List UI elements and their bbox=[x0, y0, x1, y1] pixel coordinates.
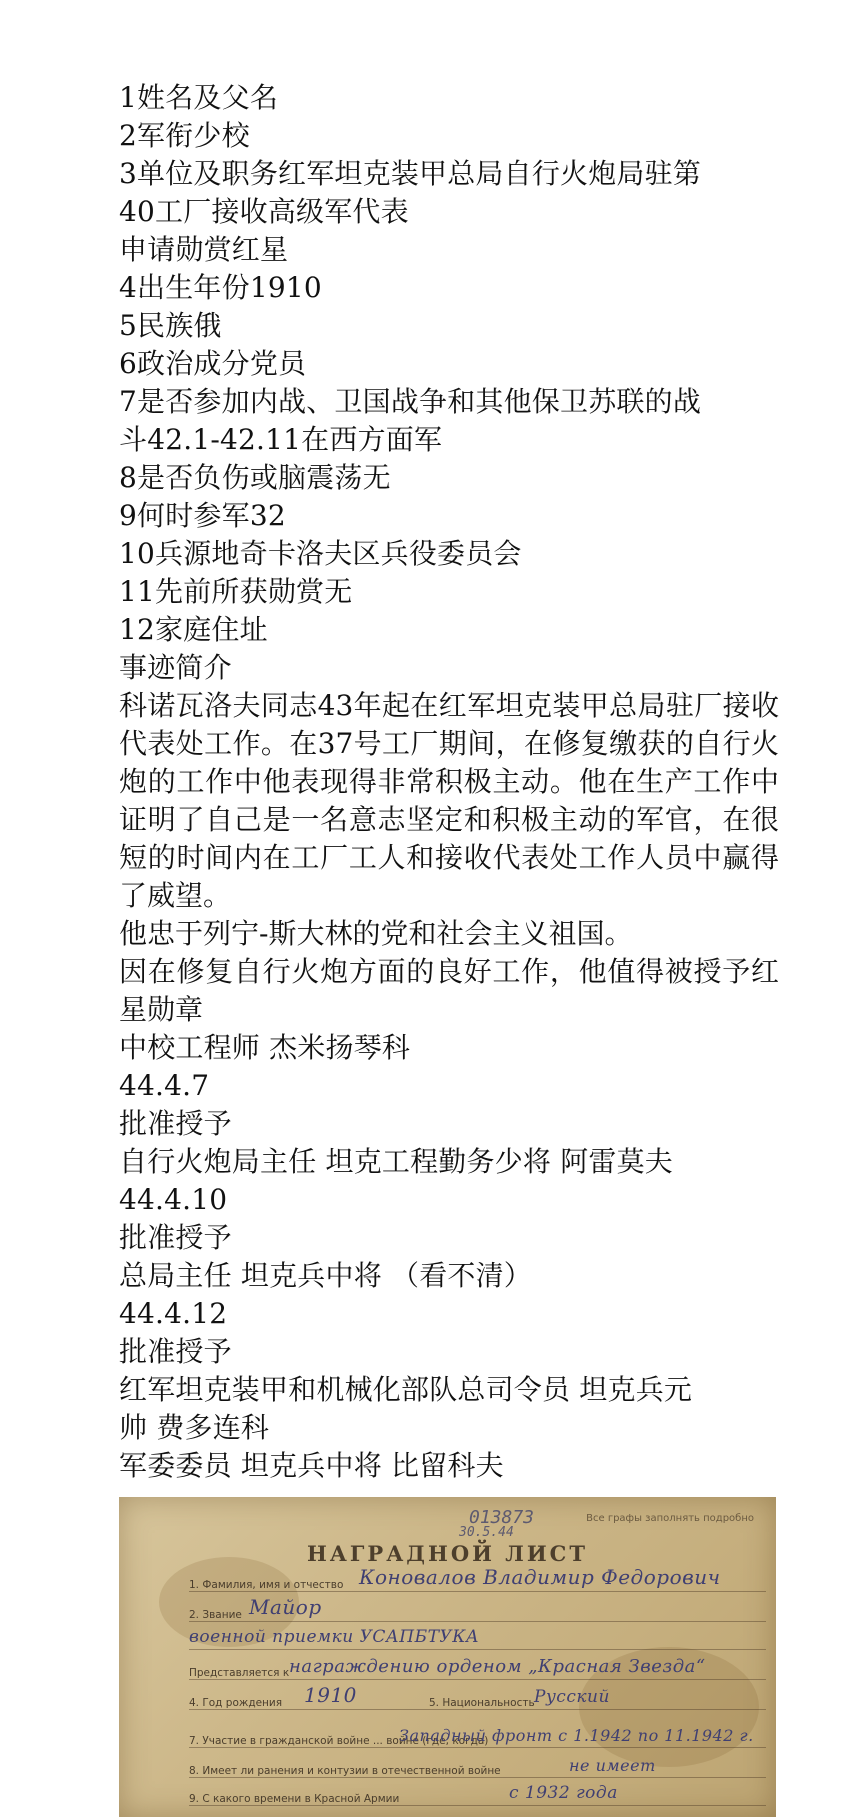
field-line: 9何时参军32 bbox=[119, 499, 286, 532]
form-row bbox=[189, 1683, 766, 1713]
narrative-paragraph: 他忠于列宁-斯大林的党和社会主义祖国。 bbox=[119, 917, 633, 950]
handwritten-value: 1910 bbox=[304, 1683, 357, 1707]
stamp-number: 013873 bbox=[469, 1507, 535, 1528]
field-line: 申请勋赏红星 bbox=[119, 233, 289, 266]
field-line: 40工厂接收高级军代表 bbox=[119, 195, 409, 228]
section-heading: 事迹简介 bbox=[119, 651, 232, 684]
form-rule bbox=[189, 1747, 766, 1748]
approval-line: 批准授予 bbox=[119, 1221, 232, 1254]
form-row bbox=[189, 1565, 766, 1595]
form-rule bbox=[189, 1679, 766, 1680]
form-row bbox=[189, 1623, 766, 1653]
form-rule bbox=[189, 1777, 766, 1778]
field-line: 12家庭住址 bbox=[119, 613, 268, 646]
handwritten-value: Коновалов Владимир Федорович bbox=[359, 1565, 721, 1589]
form-rule bbox=[189, 1805, 766, 1806]
form-row bbox=[189, 1721, 766, 1751]
field-line: 3单位及职务红军坦克装甲总局自行火炮局驻第 bbox=[119, 157, 702, 190]
narrative bbox=[119, 687, 779, 1029]
handwritten-value: Западный фронт с 1.1942 по 11.1942 г. bbox=[399, 1726, 754, 1745]
handwritten-value: Майор bbox=[249, 1595, 322, 1619]
field-line: 5民族俄 bbox=[119, 309, 222, 342]
field-label: 8. Имеет ли ранения и контузии в отечественной войне bbox=[189, 1765, 501, 1777]
field-label: Представляется к bbox=[189, 1667, 290, 1679]
field-label: 4. Год рождения bbox=[189, 1697, 283, 1709]
handwritten-value: с 1932 года bbox=[509, 1783, 618, 1803]
form-row bbox=[189, 1595, 766, 1625]
field-label: 5. Национальность bbox=[429, 1697, 535, 1709]
field-line: 11先前所获勋赏无 bbox=[119, 575, 353, 608]
signature-line: 军委委员 坦克兵中将 比留科夫 bbox=[119, 1449, 504, 1482]
field-label: 2. Звание bbox=[189, 1609, 242, 1621]
field-label: 9. С какого времени в Красной Армии bbox=[189, 1793, 400, 1805]
approval-line: 批准授予 bbox=[119, 1335, 232, 1368]
form-rule bbox=[189, 1709, 766, 1710]
field-line: 8是否负伤或脑震荡无 bbox=[119, 461, 391, 494]
signature-line: 中校工程师 杰米扬琴科 bbox=[119, 1031, 411, 1064]
corner-note: Все графы заполнять подробно bbox=[586, 1513, 754, 1524]
date-line: 44.4.12 bbox=[119, 1297, 228, 1330]
award-sheet-scan bbox=[119, 1497, 776, 1817]
form-fields bbox=[119, 79, 779, 687]
date-line: 44.4.10 bbox=[119, 1183, 228, 1216]
handwritten-value: не имеет bbox=[569, 1756, 656, 1775]
translation-text bbox=[119, 79, 779, 1485]
field-label: 7. Участие в гражданской войне ... войне (где, когда) bbox=[189, 1735, 489, 1747]
form-rule bbox=[189, 1649, 766, 1650]
approval-line: 批准授予 bbox=[119, 1107, 232, 1140]
signatures bbox=[119, 1029, 779, 1485]
date-line: 44.4.7 bbox=[119, 1069, 210, 1102]
field-line: 4出生年份1910 bbox=[119, 271, 322, 304]
form-row bbox=[189, 1779, 766, 1809]
field-line: 7是否参加内战、卫国战争和其他保卫苏联的战 bbox=[119, 385, 702, 418]
form-row bbox=[189, 1653, 766, 1683]
field-label: 1. Фамилия, имя и отчество bbox=[189, 1579, 344, 1591]
field-line: 2军衔少校 bbox=[119, 119, 250, 152]
signature-line: 总局主任 坦克兵中将 （看不清） bbox=[119, 1259, 533, 1292]
handwritten-value: Русский bbox=[534, 1687, 610, 1707]
handwritten-value: награждению орденом „Красная Звезда“ bbox=[289, 1656, 706, 1677]
form-rule bbox=[189, 1621, 766, 1622]
signature-line: 自行火炮局主任 坦克工程勤务少将 阿雷莫夫 bbox=[119, 1145, 674, 1178]
form-rule bbox=[189, 1591, 766, 1592]
field-line: 1姓名及父名 bbox=[119, 81, 279, 114]
document-title: НАГРАДНОЙ ЛИСТ bbox=[306, 1541, 589, 1566]
signature-line: 红军坦克装甲和机械化部队总司令员 坦克兵元 bbox=[119, 1373, 693, 1406]
form-row bbox=[189, 1751, 766, 1781]
field-line: 10兵源地奇卡洛夫区兵役委员会 bbox=[119, 537, 522, 570]
narrative-paragraph: 因在修复自行火炮方面的良好工作，他值得被授予红星勋章 bbox=[119, 955, 779, 1026]
handwritten-value: военной приемки УСАПБТУКА bbox=[189, 1627, 480, 1647]
narrative-paragraph: 科诺瓦洛夫同志43年起在红军坦克装甲总局驻厂接收代表处工作。在37号工厂期间，在修复缴获的自行火炮的工作中他表现得非常积极主动。他在生产工作中证明了自己是一名意志坚定和积极主动的军官，在很短的时间内在工厂工人和接收代表处工作人员中赢得了威望。 bbox=[119, 689, 779, 912]
field-line: 6政治成分党员 bbox=[119, 347, 307, 380]
signature-line: 帅 费多连科 bbox=[119, 1411, 270, 1444]
field-line: 斗42.1-42.11在西方面军 bbox=[119, 423, 443, 456]
stamp-date: 30.5.44 bbox=[459, 1525, 514, 1540]
